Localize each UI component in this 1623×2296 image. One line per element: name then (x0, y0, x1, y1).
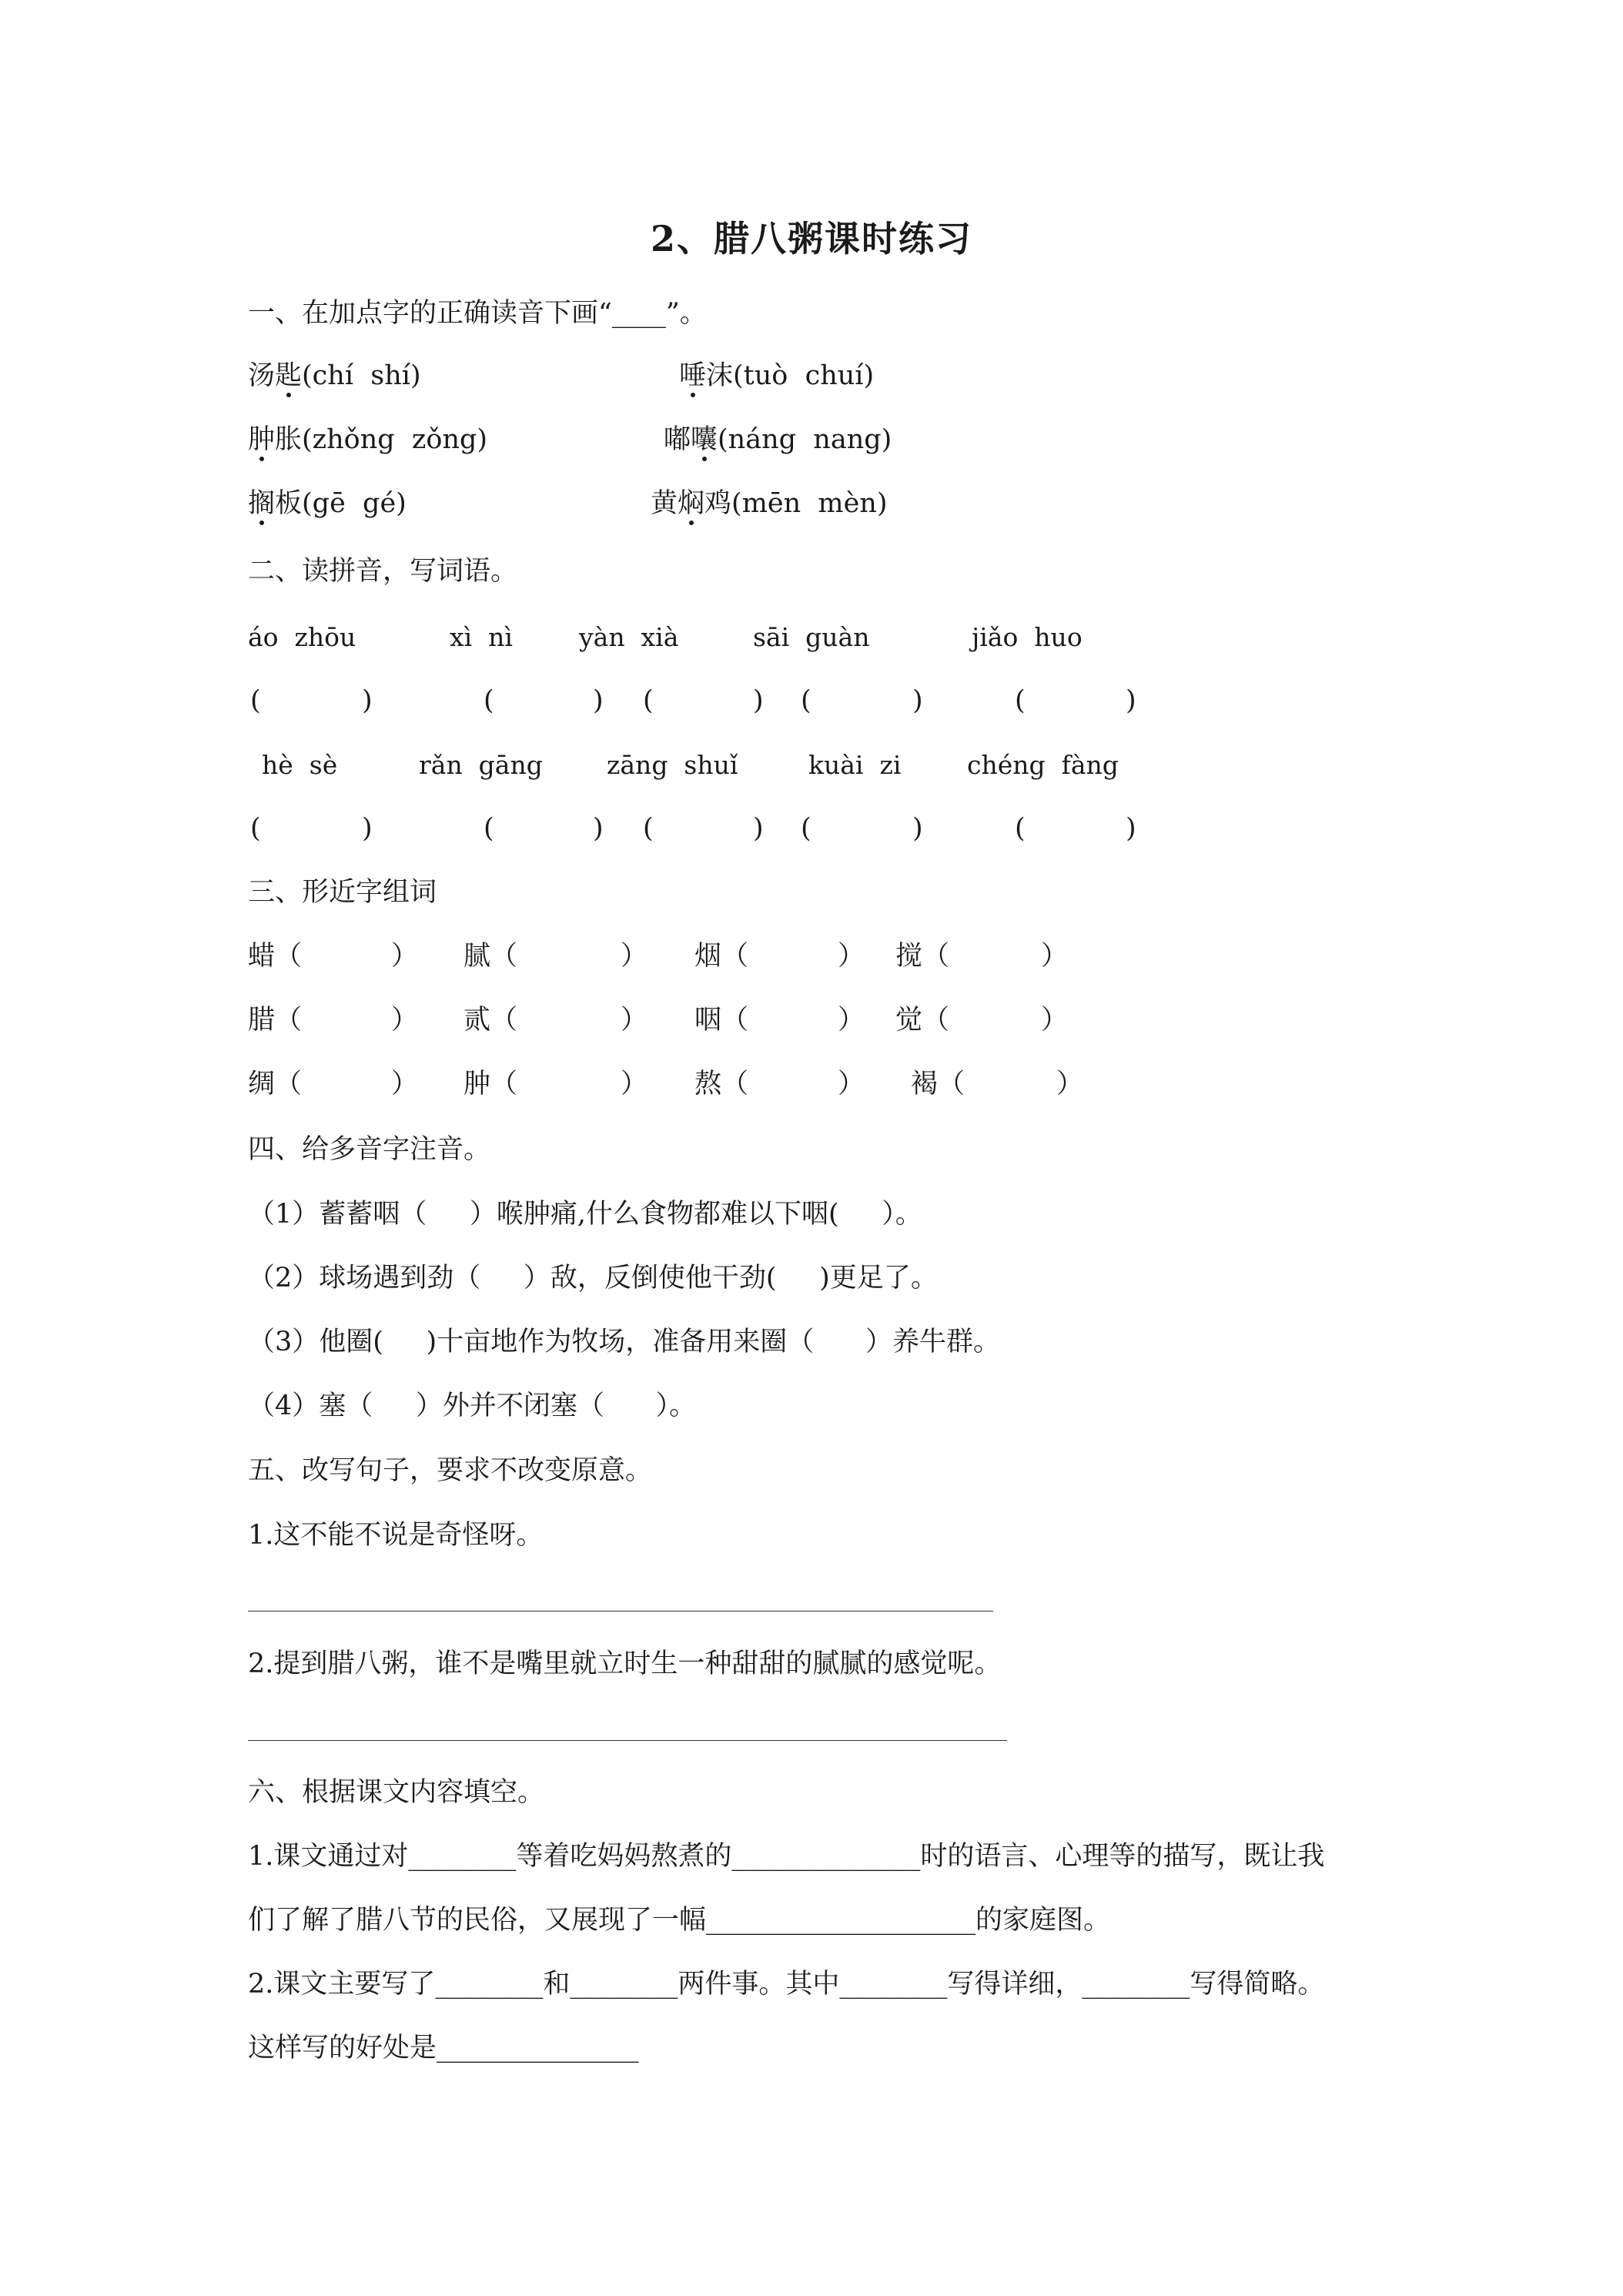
paren-open: ( (643, 813, 654, 844)
paren-close: ) (753, 685, 764, 716)
paren-open: ( (1015, 813, 1026, 844)
paren-open: ( (801, 813, 812, 844)
dotted-char: 搁 (248, 488, 276, 519)
s3-close: ） (838, 1069, 865, 1099)
s4-question-2: （2）球场遇到劲（ ）敌，反倒使他干劲( )更足了。 (248, 1263, 938, 1294)
s3-char: 烟（ (694, 941, 749, 972)
paren-close: ) (593, 685, 604, 716)
section-3-heading: 三、形近字组词 (248, 877, 437, 908)
s3-char: 腊（ (248, 1005, 303, 1036)
answer-line (248, 1611, 993, 1612)
paren-close: ) (362, 685, 373, 716)
answer-line (248, 1740, 1007, 1741)
paren-close: ) (1126, 813, 1136, 844)
paren-close: ) (912, 813, 923, 844)
s3-char: 咽（ (694, 1005, 749, 1036)
s4-question-3: （3）他圈( )十亩地作为牧场，准备用来圈（ ）养牛群。 (248, 1327, 1000, 1357)
s1-item-3: 肿胀(zhǒng zǒng) (248, 424, 488, 455)
dotted-char: 匙 (275, 360, 303, 391)
s3-char: 肿（ (463, 1069, 518, 1099)
pinyin-2-2: rǎn gāng (419, 750, 543, 780)
s3-close: ） (1041, 941, 1069, 972)
paren-open: ( (1015, 685, 1026, 716)
s3-close: ） (1041, 1005, 1069, 1036)
s3-close: ） (391, 1005, 419, 1036)
s1-item-4: 嘟囔(náng nang) (664, 424, 892, 455)
s1-item-1: 汤匙(chí shí) (248, 360, 421, 391)
section-6-heading: 六、根据课文内容填空。 (248, 1777, 545, 1808)
page-title: 2、腊八粥课时练习 (650, 218, 972, 259)
section-1-heading: 一、在加点字的正确读音下画“____”。 (248, 298, 707, 329)
section-5-heading: 五、改写句子，要求不改变原意。 (248, 1455, 653, 1486)
paren-open: ( (643, 685, 654, 716)
s3-char: 腻（ (463, 941, 518, 972)
s3-close: ） (391, 941, 419, 972)
s6-question-2b: 这样写的好处是_______________ (248, 2033, 639, 2063)
s3-char: 搅（ (895, 941, 950, 972)
pinyin-1-2: xì nì (450, 622, 513, 652)
s4-question-4: （4）塞（ ）外并不闭塞（ ）。 (248, 1391, 697, 1421)
s6-question-1b: 们了解了腊八节的民俗，又展现了一幅____________________的家庭图。 (248, 1905, 1111, 1936)
paren-open: ( (801, 685, 812, 716)
s3-close: ） (621, 1069, 648, 1099)
pinyin-1-4: sāi guàn (753, 622, 870, 652)
s3-char: 绸（ (248, 1069, 303, 1099)
paren-close: ) (593, 813, 604, 844)
pinyin-2-5: chéng fàng (967, 750, 1119, 780)
paren-open: ( (250, 813, 261, 844)
s1-item-6: 黄焖鸡(mēn mèn) (651, 488, 888, 519)
s3-close: ） (838, 941, 865, 972)
s4-question-1: （1）蓄蓄咽（ ）喉肿痛,什么食物都难以下咽( ）。 (248, 1199, 922, 1230)
s3-char: 觉（ (895, 1005, 950, 1036)
pinyin-2-3: zāng shuǐ (607, 750, 738, 780)
paren-open: ( (484, 685, 494, 716)
s3-char: 蜡（ (248, 941, 303, 972)
s3-char: 褐（ (911, 1069, 965, 1099)
s3-close: ） (838, 1005, 865, 1036)
pinyin-2-4: kuài zi (808, 750, 902, 780)
pinyin-1-5: jiǎo huo (972, 622, 1083, 652)
paren-close: ) (912, 685, 923, 716)
pinyin-1-1: áo zhōu (248, 622, 356, 652)
section-2-heading: 二、读拼音，写词语。 (248, 556, 518, 587)
s3-char: 熬（ (694, 1069, 749, 1099)
s3-close: ） (621, 1005, 648, 1036)
dotted-char: 肿 (248, 424, 276, 455)
s1-item-5: 搁板(gē gé) (248, 488, 407, 519)
pinyin-2-1: hè sè (262, 750, 338, 780)
dotted-char: 焖 (678, 488, 705, 519)
s6-question-1a: 1.课文通过对________等着吃妈妈熬煮的______________时的语言、心理等的描写，既让我 (248, 1841, 1325, 1872)
paren-open: ( (250, 685, 261, 716)
s6-question-2a: 2.课文主要写了________和________两件事。其中________写得详细，________写得简略。 (248, 1969, 1325, 2000)
s3-close: ） (391, 1069, 419, 1099)
s5-question-1: 1.这不能不说是奇怪呀。 (248, 1520, 544, 1551)
paren-close: ) (753, 813, 764, 844)
dotted-char: 唾 (679, 360, 707, 391)
s3-char: 贰（ (463, 1005, 518, 1036)
s5-question-2: 2.提到腊八粥，谁不是嘴里就立时生一种甜甜的腻腻的感觉呢。 (248, 1648, 1002, 1679)
paren-close: ) (1126, 685, 1136, 716)
paren-close: ) (362, 813, 373, 844)
s1-item-2: 唾沫(tuò chuí) (679, 360, 875, 391)
s3-close: ） (621, 941, 648, 972)
section-4-heading: 四、给多音字注音。 (248, 1134, 491, 1165)
s3-close: ） (1056, 1069, 1084, 1099)
paren-open: ( (484, 813, 494, 844)
dotted-char: 囔 (691, 424, 718, 455)
pinyin-1-3: yàn xià (579, 622, 679, 652)
